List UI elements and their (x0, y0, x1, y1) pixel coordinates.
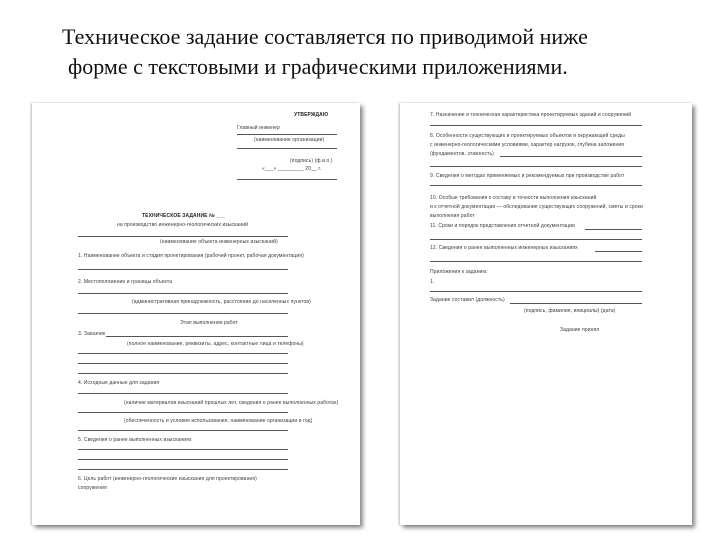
item-8-b: с инженерно-геологическими условиями, характер нагрузок, глубина заложения (430, 142, 625, 148)
rule (510, 303, 642, 304)
item-8-c: (фундаментов, этажность) (430, 151, 494, 157)
rule (78, 412, 288, 413)
object-label: (наименование объекта инженерных изысканий) (160, 239, 278, 245)
attachment-1: 1. (430, 279, 435, 285)
rule (78, 373, 288, 374)
rule (106, 336, 288, 337)
rule (78, 469, 288, 470)
rule (430, 125, 642, 126)
rule (237, 148, 337, 149)
document-page-left (32, 103, 360, 525)
item-10-a: 10. Особые требования к составу и точности выполнения изысканий (430, 195, 597, 201)
rule (430, 166, 642, 167)
org-name-label: (наименование организации) (254, 137, 325, 143)
rule (430, 261, 642, 262)
item-12: 12. Сведения о ранее выполненных инженерных изысканиях (430, 245, 578, 251)
attachments-label: Приложения к заданию: (430, 269, 488, 275)
item-10-b: и к отчетной документации — обследование существующих сооружений, сметы и сроки (430, 204, 643, 210)
agreed-label: Задание принял (560, 327, 600, 333)
sign-label: (подпись, фамилия, инициалы) (дата) (524, 308, 616, 314)
item-6: 6. Цель работ (инженерно-геологические изыскания для проектирования) (78, 476, 257, 482)
rule (585, 229, 642, 230)
item-6-cont: сооружения (78, 485, 107, 491)
rule (78, 430, 288, 431)
slide-title-line-2: форме с текстовыми и графическими приложениями. (68, 54, 568, 79)
item-9: 9. Сведения о методах применяемых и рекомендуемых при производстве работ (430, 173, 625, 179)
item-5: 5. Сведения о ранее выполненных изысканиях (78, 437, 192, 443)
item-11: 11. Сроки и порядок представления отчетной документации (430, 223, 575, 229)
item-2: 2. Местоположение и границы объекта (78, 279, 173, 285)
rule (500, 156, 642, 157)
item-3: 3. Заказчик (78, 331, 106, 337)
author-label: Задание составил (должность) (430, 297, 505, 303)
approve-label: УТВЕРЖДАЮ (294, 112, 329, 118)
rule (78, 459, 288, 460)
rule (430, 185, 642, 186)
item-4: 4. Исходные данные для задания (78, 380, 160, 386)
rule (430, 291, 642, 292)
item-4-note-1: (наличие материалов изысканий прошлых лет, сведения о ранее выполненных работах) (124, 400, 339, 406)
stage-label: Этап выполнения работ (180, 320, 238, 326)
item-7: 7. Назначение и техническая характеристика проектируемых зданий и сооружений (430, 112, 632, 118)
head-label: Главный инженер (237, 125, 280, 131)
rule (78, 313, 288, 314)
slide-title-line-1: Техническое задание составляется по приводимой ниже (62, 24, 588, 49)
rule (78, 293, 288, 294)
tz-subtitle: на производство инженерно-геологических изысканий (117, 222, 249, 228)
rule (237, 134, 337, 135)
document-page-right (400, 103, 692, 525)
sign-name-label: (подпись) (ф.и.о.) (290, 158, 333, 164)
rule (78, 449, 288, 450)
item-8-a: 8. Особенности существующих и проектируемых объектов и окружающей среды (430, 133, 625, 139)
item-1: 1. Наименование объекта и стадия проектирования (рабочий проект, рабочая документация) (78, 253, 304, 259)
rule (595, 251, 642, 252)
slide-title (62, 22, 682, 82)
rule (237, 179, 337, 180)
rule (430, 239, 642, 240)
rule (78, 269, 288, 270)
rule (78, 393, 288, 394)
rule (78, 353, 288, 354)
item-4-note-2: (обеспеченность и условия использования, наименование организации и год) (124, 418, 313, 424)
date-line: «___» _________ 20__ г. (262, 166, 322, 172)
item-3-note: (полное наименование, реквизиты, адрес, контактные лица и телефоны) (127, 341, 304, 347)
item-2-note: (административная принадлежность, расстояние до населенных пунктов) (132, 299, 311, 305)
rule (78, 236, 288, 237)
rule (78, 363, 288, 364)
tz-title: ТЕХНИЧЕСКОЕ ЗАДАНИЕ № ___ (142, 213, 225, 219)
item-10-c: выполнения работ (430, 213, 475, 219)
